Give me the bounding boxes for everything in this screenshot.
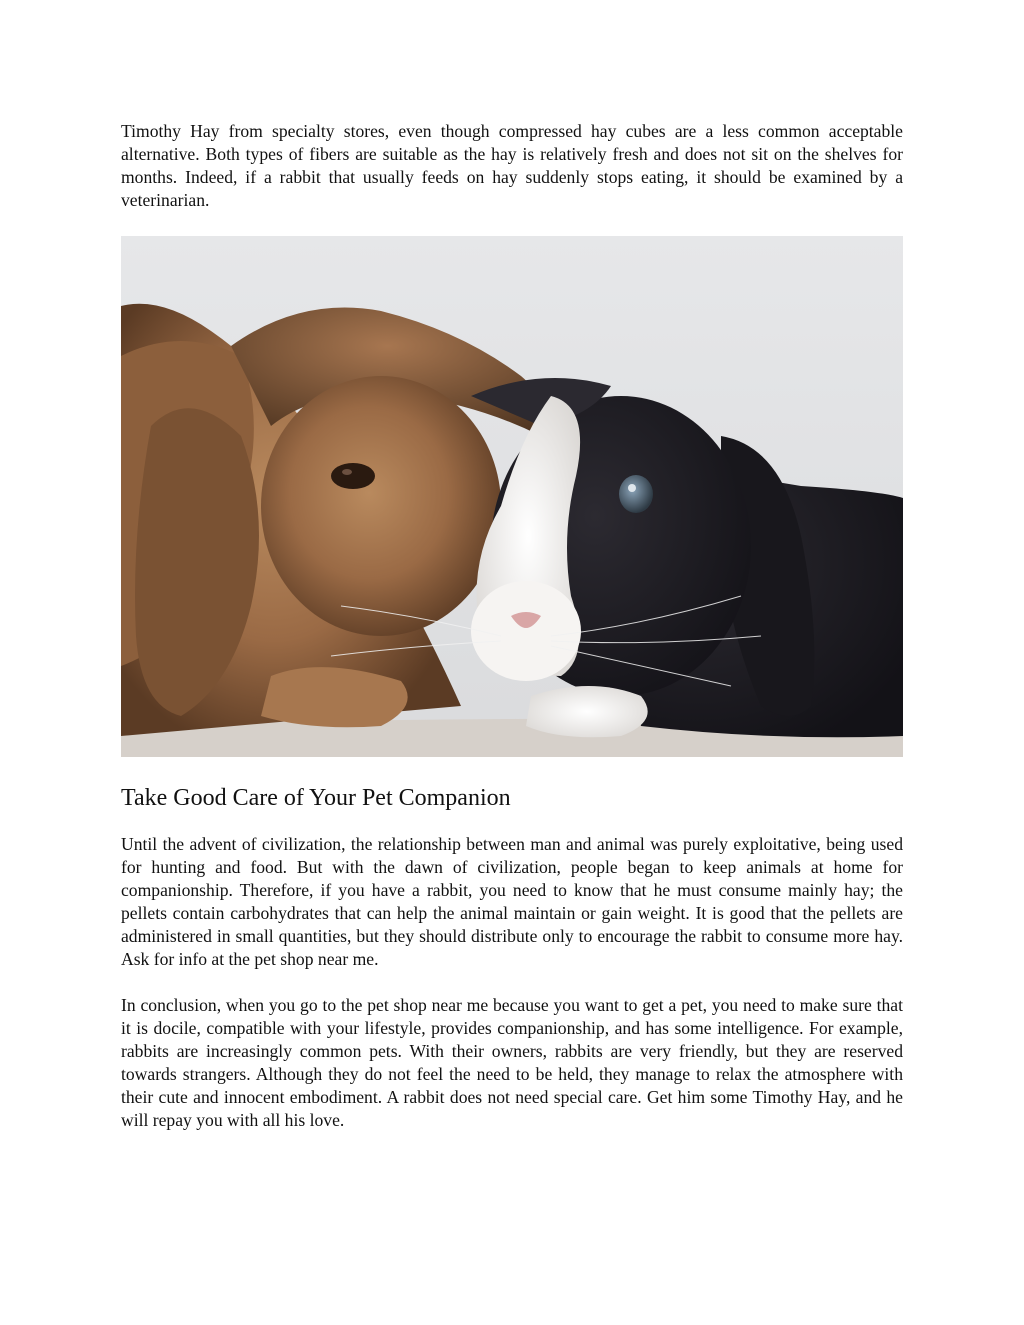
section-heading: Take Good Care of Your Pet Companion: [121, 785, 511, 811]
intro-paragraph: Timothy Hay from specialty stores, even though compressed hay cubes are a less common acceptable alternative. Both types of fibers are suitable as the hay is relatively fresh and does not sit on the shelves for months. Indeed, if a rabbit that usually feeds on hay suddenly stops eating, it should be examined by a veterinarian.: [121, 121, 903, 210]
document-page: [121, 120, 903, 1132]
paragraph-conclusion: In conclusion, when you go to the pet shop near me because you want to get a pet, you need to make sure that it is docile, compatible with your lifestyle, provides companionship, and has some intelligence. For example, rabbits are increasingly common pets. With their owners, rabbits are very friendly, but they are reserved towards strangers. Although they do not feel the need to be held, they manage to relax the atmosphere with their cute and innocent embodiment. A rabbit does not need special care. Get him some Timothy Hay, and he will repay you with all his love.: [121, 995, 903, 1130]
paragraph-companionship: Until the advent of civilization, the relationship between man and animal was purely exploitative, being used for hunting and food. But with the dawn of civilization, people began to keep animals at home for companionship. Therefore, if you have a rabbit, you need to know that he must consume mainly hay; the pellets contain carbohydrates that can help the animal maintain or gain weight. It is good that the pellets are administered in small quantities, but they should distribute only to encourage the rabbit to consume more hay. Ask for info at the pet shop near me.: [121, 834, 903, 969]
rabbits-photo: [121, 236, 903, 757]
